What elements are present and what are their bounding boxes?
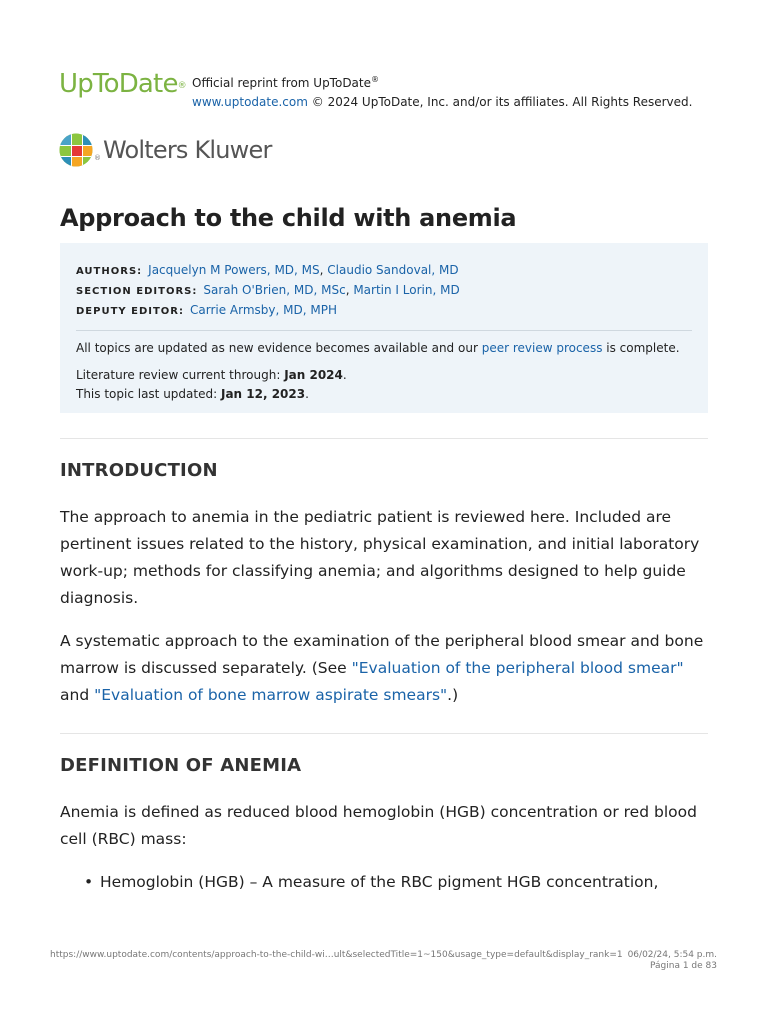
reprint-mark: ® bbox=[371, 75, 379, 84]
uptodate-site-link[interactable]: www.uptodate.com bbox=[192, 95, 308, 109]
intro-p2-mid: and bbox=[60, 686, 90, 704]
registered-mark: ® bbox=[177, 81, 186, 91]
section-editor-link[interactable]: Martin I Lorin, MD bbox=[353, 283, 460, 297]
literature-review-label: Literature review current through: bbox=[76, 368, 281, 382]
introduction-paragraph-2 bbox=[60, 628, 710, 709]
section-editors-label: SECTION EDITORS: bbox=[76, 286, 198, 297]
peer-review-link[interactable]: peer review process bbox=[481, 341, 603, 355]
update-policy-text bbox=[76, 339, 692, 358]
footer-url: https://www.uptodate.com/contents/approach-to-the-child-wi…ult&selectedTitle=1~150&usage_type=default&display_rank=1 bbox=[50, 950, 623, 960]
deputy-editor-label: DEPUTY EDITOR: bbox=[76, 306, 184, 317]
last-updated-line: This topic last updated: Jan 12, 2023. bbox=[76, 387, 309, 401]
author-link[interactable]: Claudio Sandoval, MD bbox=[327, 263, 459, 277]
author-link[interactable]: Jacquelyn M Powers, MD, MS bbox=[148, 263, 320, 277]
update-policy-pre: All topics are updated as new evidence becomes available and our bbox=[76, 341, 478, 355]
footer-page-number: Página 1 de 83 bbox=[650, 961, 717, 971]
bullet-text: Hemoglobin (HGB) – A measure of the RBC pigment HGB concentration, bbox=[100, 873, 659, 891]
deputy-editor-link[interactable]: Carrie Armsby, MD, MPH bbox=[190, 303, 337, 317]
bullet-icon: • bbox=[84, 873, 94, 891]
intro-p2-pre: A systematic approach to the examination of the peripheral blood smear and bone marrow is discussed separately. (See bbox=[60, 632, 704, 677]
definition-paragraph: Anemia is defined as reduced blood hemoglobin (HGB) concentration or red blood cell (RBC) mass: bbox=[60, 803, 697, 848]
wolters-kluwer-mark: ® bbox=[94, 154, 101, 162]
topic-info-box bbox=[60, 243, 708, 413]
update-policy-post: is complete. bbox=[606, 341, 680, 355]
bone-marrow-smears-link[interactable]: "Evaluation of bone marrow aspirate smears" bbox=[94, 686, 448, 704]
last-updated-date: Jan 12, 2023 bbox=[220, 387, 306, 401]
authors-label: AUTHORS: bbox=[76, 266, 143, 277]
section-divider bbox=[60, 438, 708, 439]
wolters-kluwer-globe-icon bbox=[59, 133, 93, 167]
section-editor-link[interactable]: Sarah O'Brien, MD, MSc bbox=[203, 283, 346, 297]
deputy-editor-row bbox=[76, 301, 692, 321]
page-title: Approach to the child with anemia bbox=[60, 204, 517, 232]
info-divider bbox=[76, 330, 692, 331]
copyright-text: © 2024 UpToDate, Inc. and/or its affiliates. All Rights Reserved. bbox=[311, 95, 693, 109]
introduction-paragraph-1: The approach to anemia in the pediatric patient is reviewed here. Included are pertinent issues related to the history, physical examination, and initial laboratory work-up; methods for classifying anemia; and algorithms designed to help guide diagnosis. bbox=[60, 508, 700, 607]
footer-meta bbox=[628, 950, 717, 972]
uptodate-logo-text: UpToDate bbox=[59, 69, 178, 99]
authors-row: AUTHORS: Jacquelyn M Powers, MD, MS, Claudio Sandoval, MD bbox=[76, 263, 459, 277]
wolters-kluwer-logo bbox=[59, 132, 272, 168]
reprint-text: Official reprint from UpToDate bbox=[192, 76, 371, 90]
literature-review-date: Jan 2024 bbox=[284, 368, 343, 382]
wolters-kluwer-wordmark: Wolters Kluwer bbox=[103, 136, 272, 164]
intro-p2-post: .) bbox=[447, 686, 459, 704]
reprint-notice bbox=[192, 70, 692, 112]
peripheral-blood-smear-link[interactable]: "Evaluation of the peripheral blood smear" bbox=[351, 659, 684, 677]
section-editors-row: SECTION EDITORS: Sarah O'Brien, MD, MSc, Martin I Lorin, MD bbox=[76, 283, 460, 297]
footer-datetime: 06/02/24, 5:54 p.m. bbox=[627, 950, 717, 960]
list-item bbox=[84, 869, 658, 896]
uptodate-logo bbox=[59, 68, 186, 100]
literature-review-line: Literature review current through: Jan 2024. bbox=[76, 368, 347, 382]
section-divider bbox=[60, 733, 708, 734]
introduction-heading: INTRODUCTION bbox=[60, 460, 218, 481]
last-updated-label: This topic last updated: bbox=[76, 387, 218, 401]
definition-heading: DEFINITION OF ANEMIA bbox=[60, 755, 302, 776]
